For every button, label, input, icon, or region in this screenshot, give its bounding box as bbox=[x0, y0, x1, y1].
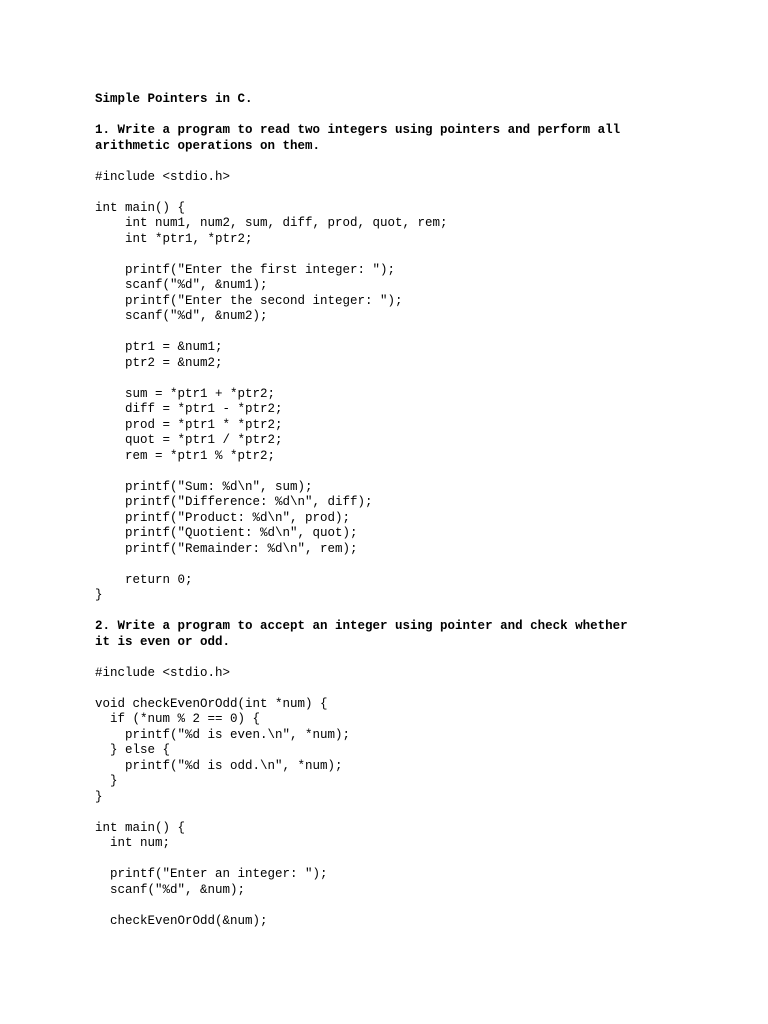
code-line: sum = *ptr1 + *ptr2; bbox=[95, 386, 276, 401]
code-line: printf("Quotient: %d\n", quot); bbox=[95, 526, 358, 540]
section-1 bbox=[95, 123, 715, 604]
code-line bbox=[95, 898, 715, 914]
code-line: printf("Product: %d\n", prod); bbox=[95, 510, 351, 525]
section-heading-line: it is even or odd. bbox=[95, 634, 231, 649]
section-2 bbox=[95, 619, 715, 929]
code-line bbox=[95, 557, 715, 573]
code-line: #include <stdio.h> bbox=[95, 665, 231, 680]
code-line: int main() { bbox=[95, 200, 186, 215]
code-line: printf("Enter the first integer: "); bbox=[95, 262, 396, 277]
code-line bbox=[95, 852, 715, 868]
code-line: printf("Remainder: %d\n", rem); bbox=[95, 541, 358, 556]
code-line bbox=[95, 185, 715, 201]
section-heading-line: 1. Write a program to read two integers using pointers and perform all bbox=[95, 123, 621, 137]
document-page bbox=[95, 92, 715, 929]
code-line bbox=[95, 464, 715, 480]
code-line: diff = *ptr1 - *ptr2; bbox=[95, 402, 283, 416]
code-line bbox=[95, 805, 715, 821]
code-line: scanf("%d", &num1); bbox=[95, 278, 268, 292]
code-line: rem = *ptr1 % *ptr2; bbox=[95, 448, 276, 463]
code-line: } bbox=[95, 588, 103, 602]
code-line: int num1, num2, sum, diff, prod, quot, rem; bbox=[95, 216, 448, 230]
code-line: printf("%d is odd.\n", *num); bbox=[95, 758, 343, 773]
spacer bbox=[95, 108, 715, 124]
code-line: #include <stdio.h> bbox=[95, 169, 231, 184]
code-line: printf("Enter an integer: "); bbox=[95, 867, 328, 881]
code-line: } else { bbox=[95, 743, 171, 757]
code-line: ptr1 = &num1; bbox=[95, 340, 223, 354]
code-line: prod = *ptr1 * *ptr2; bbox=[95, 417, 283, 432]
spacer bbox=[95, 650, 715, 666]
code-line: checkEvenOrOdd(&num); bbox=[95, 913, 268, 928]
code-line: printf("Sum: %d\n", sum); bbox=[95, 479, 313, 494]
document-title: Simple Pointers in C. bbox=[95, 92, 253, 106]
section-heading-line: 2. Write a program to accept an integer using pointer and check whether bbox=[95, 619, 628, 633]
code-line bbox=[95, 681, 715, 697]
code-line: printf("%d is even.\n", *num); bbox=[95, 727, 351, 742]
code-line: int num; bbox=[95, 836, 171, 850]
code-line: void checkEvenOrOdd(int *num) { bbox=[95, 696, 328, 711]
code-line bbox=[95, 247, 715, 263]
code-line: } bbox=[95, 774, 118, 788]
code-line: scanf("%d", &num2); bbox=[95, 309, 268, 323]
code-line: quot = *ptr1 / *ptr2; bbox=[95, 433, 283, 447]
code-line: scanf("%d", &num); bbox=[95, 882, 246, 897]
code-line: int main() { bbox=[95, 820, 186, 835]
code-line bbox=[95, 325, 715, 341]
code-line: printf("Enter the second integer: "); bbox=[95, 293, 403, 308]
code-line: ptr2 = &num2; bbox=[95, 355, 223, 370]
section-heading-line: arithmetic operations on them. bbox=[95, 138, 321, 153]
code-line: } bbox=[95, 789, 103, 804]
code-line: int *ptr1, *ptr2; bbox=[95, 231, 253, 246]
code-line: printf("Difference: %d\n", diff); bbox=[95, 495, 373, 509]
spacer bbox=[95, 604, 715, 620]
code-line: return 0; bbox=[95, 572, 193, 587]
code-line: if (*num % 2 == 0) { bbox=[95, 712, 261, 726]
spacer bbox=[95, 154, 715, 170]
code-line bbox=[95, 371, 715, 387]
